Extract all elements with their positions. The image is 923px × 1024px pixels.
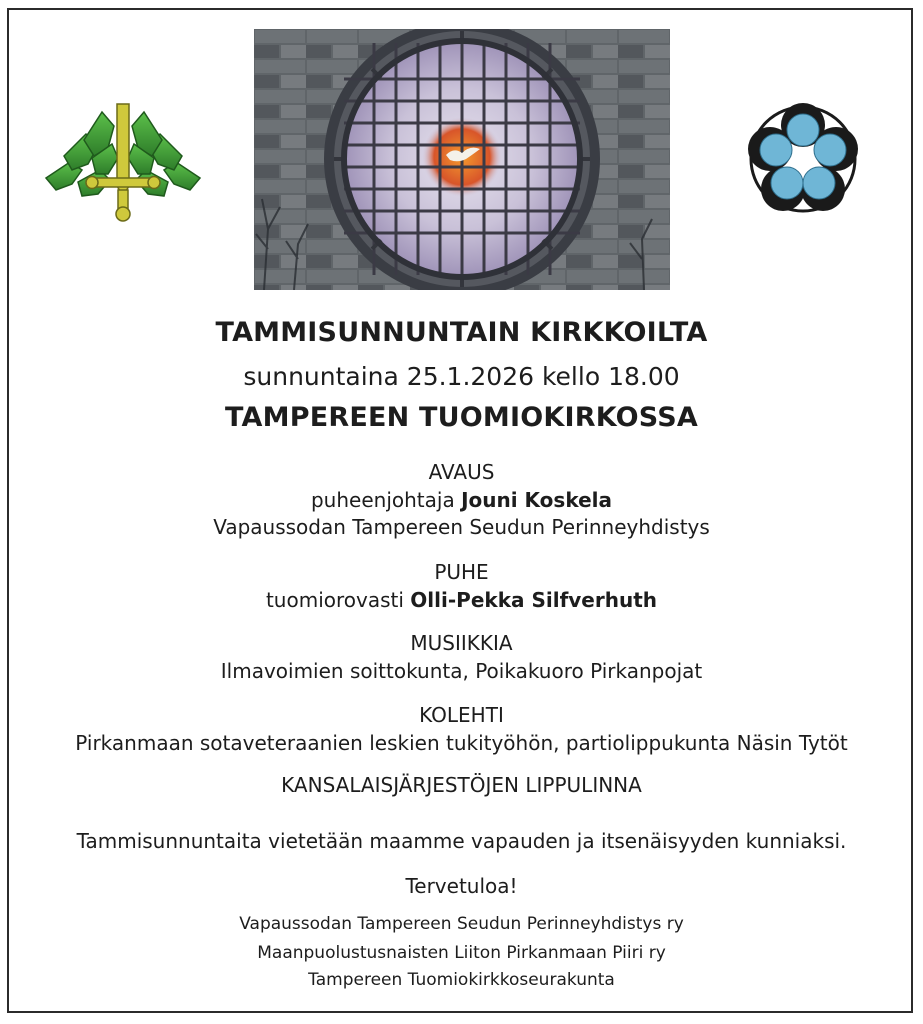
lippulinna-heading: KANSALAISJÄRJESTÖJEN LIPPULINNA bbox=[281, 773, 642, 797]
kolehti-heading: KOLEHTI bbox=[419, 703, 504, 727]
blue-flower-emblem-icon bbox=[748, 103, 858, 215]
avaus-speaker bbox=[0, 488, 923, 512]
avaus-heading: AVAUS bbox=[428, 460, 495, 484]
sword-oak-leaves-emblem-icon bbox=[42, 100, 204, 224]
avaus-role: puheenjohtaja bbox=[310, 488, 455, 512]
musiikkia-text: Ilmavoimien soittokunta, Poikakuoro Pirkanpojat bbox=[220, 659, 703, 683]
avaus-org: Vapaussodan Tampereen Seudun Perinneyhdistys bbox=[213, 515, 710, 539]
event-venue: TAMPEREEN TUOMIOKIRKOSSA bbox=[225, 402, 698, 433]
avaus-name: Jouni Koskela bbox=[461, 488, 613, 512]
welcome-text: Tervetuloa! bbox=[405, 874, 518, 898]
organizer-2: Maanpuolustusnaisten Liiton Pirkanmaan Piiri ry bbox=[257, 943, 666, 963]
organizer-3: Tampereen Tuomiokirkkoseurakunta bbox=[308, 970, 615, 990]
musiikkia-heading: MUSIIKKIA bbox=[410, 631, 513, 655]
puhe-heading: PUHE bbox=[434, 560, 489, 584]
rose-window-photo bbox=[254, 29, 670, 290]
puhe-name: Olli-Pekka Silfverhuth bbox=[410, 588, 658, 612]
puhe-speaker bbox=[0, 588, 923, 612]
event-date-line: sunnuntaina 25.1.2026 kello 18.00 bbox=[243, 362, 680, 391]
organizer-1: Vapaussodan Tampereen Seudun Perinneyhdistys ry bbox=[239, 914, 684, 934]
closing-statement: Tammisunnuntaita vietetään maamme vapauden ja itsenäisyyden kunniaksi. bbox=[76, 829, 847, 853]
kolehti-text: Pirkanmaan sotaveteraanien leskien tukityöhön, partiolippukunta Näsin Tytöt bbox=[75, 731, 848, 755]
event-title: TAMMISUNNUNTAIN KIRKKOILTA bbox=[215, 317, 708, 348]
puhe-role: tuomiorovasti bbox=[265, 588, 404, 612]
